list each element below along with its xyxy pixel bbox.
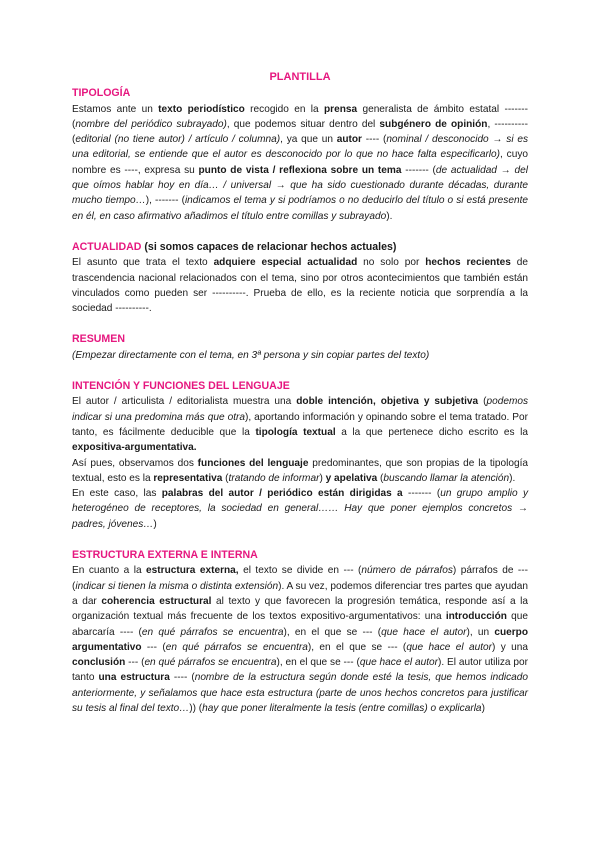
section-heading-estructura: ESTRUCTURA EXTERNA E INTERNA [72,549,258,562]
section-heading-resumen: RESUMEN [72,333,125,346]
intencion-paragraph-3: En este caso, las palabras del autor / periódico están dirigidas a ------- (un grupo amplio y heterogéneo de receptores, la sociedad en general…… Hay que poner ejemplos concretos → padres, jóvenes…) [72,488,529,530]
document-page [72,70,528,716]
tipologia-paragraph: Estamos ante un texto periodístico recogido en la prensa generalista de ámbito estatal ------- (nombre del periódico subrayado), que podemos situar dentro del subgénero de opinión, ---------- (editorial (no tiene autor) / artículo / columna), ya que un autor ---- (nominal / desconocido → si es una editorial, se entiende que el autor es desconocido por lo que no hace falta especificarlo), cuyo nombre es ----, expresa su punto de vista / reflexiona sobre un tema ------- (de actualidad → del que oímos hablar hoy en día… / universal → que ha sido cuestionado durante décadas, durante mucho tiempo…), ------- (indicamos el tema y si podríamos o no deducirlo del título o si está presente en él, en caso afirmativo añadimos el título entre comillas y subrayado). [72,103,529,222]
actualidad-paragraph: El asunto que trata el texto adquiere especial actualidad no solo por hechos recientes de trascendencia nacional relacionados con el tema, sino por otros acontecimientos que también están vinculados como pueden ser ----------. Prueba de ello, es la reciente noticia que sorprendía a la sociedad ----------. [72,257,528,315]
resumen-paragraph: (Empezar directamente con el tema, en 3ª persona y sin copiar partes del texto) [72,349,430,361]
intencion-paragraph-2: Así pues, observamos dos funciones del lenguaje predominantes, que son propias de la tipología textual, esto es la representativa (tratando de informar) y apelativa (buscando llamar la atención). [72,457,528,484]
page-title: PLANTILLA [269,71,331,83]
section-heading-intencion: INTENCIÓN Y FUNCIONES DEL LENGUAJE [72,380,290,393]
section-heading-tipologia: TIPOLOGÍA [72,87,131,100]
section-heading-actualidad: ACTUALIDAD (si somos capaces de relacionar hechos actuales) [72,240,397,253]
estructura-paragraph: En cuanto a la estructura externa, el texto se divide en --- (número de párrafos) párrafos de --- (indicar si tienen la misma o distinta extensión). A su vez, podemos diferenciar tres partes que ayudan a dar coherencia estructural al texto y que favorecen la progresión temática, responde así a la organización textual más frecuente de los textos expositivo-argumentativos: una introducción que abarcaría ---- (en qué párrafos se encuentra), en el que se --- (que hace el autor), un cuerpo argumentativo --- (en qué párrafos se encuentra), en el que se --- (que hace el autor) y una conclusión --- (en qué párrafos se encuentra), en el que se --- (que hace el autor). El autor utiliza por tanto una estructura ---- (nombre de la estructura según donde esté la tesis, que hemos indicado anteriormente, y señalamos que hace esta estructura (parte de unos hechos concretos para justificar su tesis al final del texto…)) (hay que poner literalmente la tesis (entre comillas) o explicarla) [72,565,529,714]
intencion-paragraph-1: El autor / articulista / editorialista muestra una doble intención, objetiva y subjetiva (podemos indicar si una predomina más que otra), aportando información y opinando sobre el tema tratado. Por tanto, es fácilmente deducible que la tipología textual a la que pertenece dicho escrito es la expositiva-argumentativa. [72,396,529,454]
